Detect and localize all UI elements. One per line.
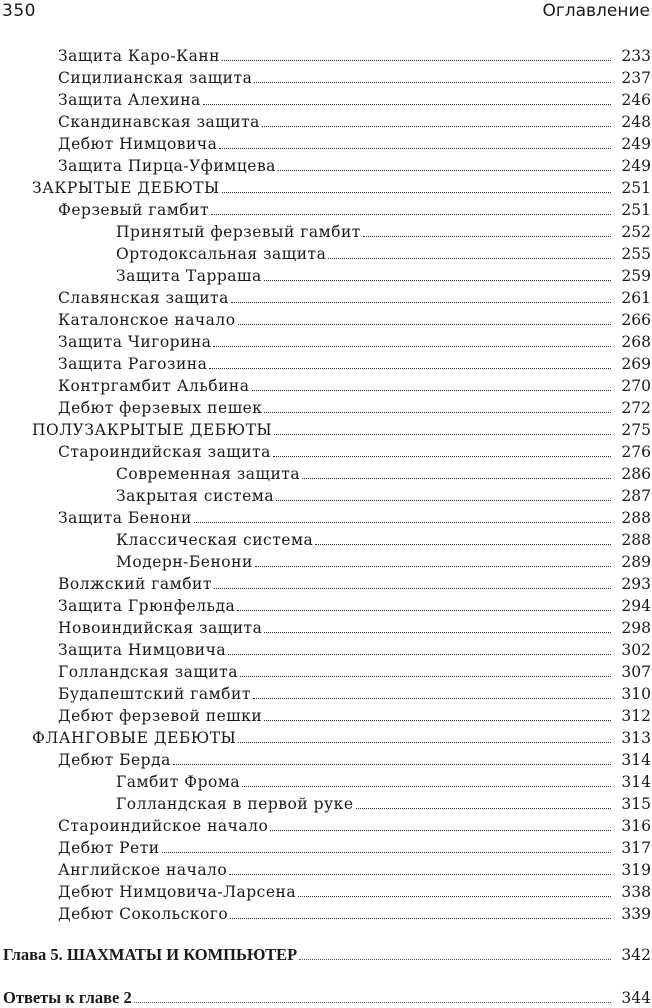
toc-entry-sicilian[interactable] xyxy=(0,66,652,88)
toc-entry-title: Современная защита xyxy=(116,465,301,483)
toc-entry-benoni[interactable] xyxy=(0,506,652,528)
dot-leader xyxy=(238,323,611,325)
dot-leader xyxy=(255,565,611,567)
toc-entry-title: Голландская в первой руке xyxy=(116,795,354,813)
toc-entry-title: Славянская защита xyxy=(58,289,229,307)
toc-entry-page: 252 xyxy=(621,223,651,241)
toc-entry-page: 344 xyxy=(621,989,651,1007)
toc-entry-page: 314 xyxy=(621,751,651,769)
toc-chapter-answers-2[interactable] xyxy=(0,986,652,1008)
toc-entry-budapest-gambit[interactable] xyxy=(0,682,652,704)
toc-entry-title: Защита Чигорина xyxy=(58,333,212,351)
dot-leader xyxy=(238,741,611,743)
page-number: 350 xyxy=(2,1,36,21)
toc-entry-title: Староиндийская защита xyxy=(58,443,271,461)
toc-entry-title: Закрытая система xyxy=(116,487,275,505)
toc-entry-page: 255 xyxy=(621,245,651,263)
toc-entry-page: 270 xyxy=(621,377,651,395)
toc-entry-page: 302 xyxy=(621,641,651,659)
dot-leader xyxy=(254,81,611,83)
toc-entry-page: 310 xyxy=(621,685,651,703)
toc-entry-sokolsky-opening[interactable] xyxy=(0,902,652,924)
toc-entry-scandinavian[interactable] xyxy=(0,110,652,132)
toc-entry-title: Защита Тарраша xyxy=(116,267,262,285)
toc-entry-title: Классическая система xyxy=(116,531,314,549)
toc-entry-page: 293 xyxy=(621,575,651,593)
toc-chapter-title: Глава 5. ШАХМАТЫ И КОМПЬЮТЕР xyxy=(3,945,298,964)
toc-entry-title: Защита Нимцовича xyxy=(58,641,227,659)
toc-entry-slav[interactable] xyxy=(0,286,652,308)
toc-entry-page: 266 xyxy=(621,311,651,329)
dot-leader xyxy=(264,411,611,413)
dot-leader xyxy=(228,653,611,655)
toc-entry-page: 319 xyxy=(621,861,651,879)
toc-entry-title: Дебют ферзевых пешек xyxy=(58,399,263,417)
toc-entry-classical-system[interactable] xyxy=(0,528,652,550)
dot-leader xyxy=(211,213,611,215)
toc-entry-kings-indian-attack[interactable] xyxy=(0,814,652,836)
toc-entry-closed-system[interactable] xyxy=(0,484,652,506)
toc-entry-page: 261 xyxy=(621,289,651,307)
dot-leader xyxy=(363,235,611,237)
toc-entry-title: Сицилианская защита xyxy=(58,69,253,87)
toc-entry-page: 307 xyxy=(621,663,651,681)
toc-entry-modern-defence[interactable] xyxy=(0,462,652,484)
toc-entry-page: 275 xyxy=(621,421,651,439)
dot-leader xyxy=(240,675,611,677)
toc-entry-page: 287 xyxy=(621,487,651,505)
toc-entry-page: 288 xyxy=(621,531,651,549)
toc-entry-page: 251 xyxy=(621,179,651,197)
toc-entry-page: 314 xyxy=(621,773,651,791)
dot-leader xyxy=(242,785,611,787)
toc-entry-page: 316 xyxy=(621,817,651,835)
dot-leader xyxy=(134,1001,611,1003)
toc-entry-page: 313 xyxy=(621,729,651,747)
toc-entry-page: 312 xyxy=(621,707,651,725)
toc-entry-title: Каталонское начало xyxy=(58,311,236,329)
toc-entry-title: Будапештский гамбит xyxy=(58,685,251,703)
toc-entry-tarrasch[interactable] xyxy=(0,264,652,286)
toc-entry-title: Дебют Сокольского xyxy=(58,905,229,923)
toc-entry-page: 251 xyxy=(621,201,651,219)
dot-leader xyxy=(299,958,611,960)
toc-entry-page: 317 xyxy=(621,839,651,857)
toc-entry-title: Дебют Нимцовича-Ларсена xyxy=(58,883,297,901)
toc-entry-bird-opening[interactable] xyxy=(0,748,652,770)
toc-entry-page: 288 xyxy=(621,509,651,527)
toc-entry-page: 286 xyxy=(621,465,651,483)
dot-leader xyxy=(219,147,611,149)
toc-entry-title: Гамбит Фрома xyxy=(116,773,241,791)
dot-leader xyxy=(222,191,611,193)
dot-leader xyxy=(162,851,611,853)
toc-entry-alekhine[interactable] xyxy=(0,88,652,110)
toc-entry-title: Дебют Рети xyxy=(58,839,160,857)
toc-entry-reti-opening[interactable] xyxy=(0,836,652,858)
toc-entry-page: 268 xyxy=(621,333,651,351)
toc-entry-title: Защита Грюнфельда xyxy=(58,597,236,615)
toc-entry-grunfeld[interactable] xyxy=(0,594,652,616)
dot-leader xyxy=(209,367,611,369)
toc-entry-kings-indian[interactable] xyxy=(0,440,652,462)
toc-entry-queens-gambit-accepted[interactable] xyxy=(0,220,652,242)
toc-entry-english-opening[interactable] xyxy=(0,858,652,880)
dot-leader xyxy=(274,433,611,435)
toc-entry-chigorin[interactable] xyxy=(0,330,652,352)
toc-entry-volga-gambit[interactable] xyxy=(0,572,652,594)
toc-entry-dutch-reversed[interactable] xyxy=(0,792,652,814)
toc-entry-nimzo-indian[interactable] xyxy=(0,638,652,660)
toc-entry-queens-indian[interactable] xyxy=(0,616,652,638)
dot-leader xyxy=(276,499,611,501)
toc-entry-title: Волжский гамбит xyxy=(58,575,212,593)
toc-entry-title: Модерн-Бенони xyxy=(116,553,253,571)
toc-entry-modern-benoni[interactable] xyxy=(0,550,652,572)
toc-entry-title: Ортодоксальная защита xyxy=(116,245,327,263)
toc-chapter-5[interactable] xyxy=(0,943,652,965)
toc-entry-page: 298 xyxy=(621,619,651,637)
page-header xyxy=(0,0,652,24)
toc-entry-pirc[interactable] xyxy=(0,154,652,176)
toc-section-closed-openings[interactable] xyxy=(0,176,652,198)
toc-entry-page: 269 xyxy=(621,355,651,373)
toc-entry-catalan[interactable] xyxy=(0,308,652,330)
toc-entry-caro-kann[interactable] xyxy=(0,44,652,66)
toc-entry-page: 249 xyxy=(621,157,651,175)
toc-entry-page: 272 xyxy=(621,399,651,417)
toc-entry-orthodox-defence[interactable] xyxy=(0,242,652,264)
dot-leader xyxy=(328,257,611,259)
toc-entry-title: Защита Каро-Канн xyxy=(58,47,221,65)
dot-leader xyxy=(194,521,611,523)
toc-entry-title: Английское начало xyxy=(58,861,228,879)
dot-leader xyxy=(298,895,611,897)
toc-section-flank-openings[interactable] xyxy=(0,726,652,748)
dot-leader xyxy=(262,125,611,127)
dot-leader xyxy=(173,763,611,765)
dot-leader xyxy=(252,389,612,391)
toc-entry-page: 237 xyxy=(621,69,651,87)
toc-entry-page: 315 xyxy=(621,795,651,813)
toc-entry-from-gambit[interactable] xyxy=(0,770,652,792)
toc-section-semi-closed-openings[interactable] xyxy=(0,418,652,440)
dot-leader xyxy=(230,917,611,919)
dot-leader xyxy=(229,873,611,875)
toc-section-title: ПОЛУЗАКРЫТЫЕ ДЕБЮТЫ xyxy=(32,421,273,439)
dot-leader xyxy=(222,59,611,61)
toc-entry-albin-countergambit[interactable] xyxy=(0,374,652,396)
dot-leader xyxy=(264,631,611,633)
toc-entry-title: Ферзевый гамбит xyxy=(58,201,210,219)
toc-entry-page: 259 xyxy=(621,267,651,285)
dot-leader xyxy=(253,697,611,699)
toc-entry-queens-pawn-game[interactable] xyxy=(0,704,652,726)
toc-entry-page: 246 xyxy=(621,91,651,109)
toc-entry-page: 342 xyxy=(621,946,651,964)
dot-leader xyxy=(264,279,611,281)
toc-entry-ragozin[interactable] xyxy=(0,352,652,374)
toc-entry-page: 248 xyxy=(621,113,651,131)
dot-leader xyxy=(231,301,611,303)
dot-leader xyxy=(214,587,611,589)
toc-entry-dutch[interactable] xyxy=(0,660,652,682)
dot-leader xyxy=(264,719,611,721)
dot-leader xyxy=(237,609,611,611)
table-of-contents xyxy=(0,44,652,1008)
dot-leader xyxy=(315,543,611,545)
toc-entry-queens-pawns-game[interactable] xyxy=(0,396,652,418)
dot-leader xyxy=(213,345,611,347)
toc-entry-title: Дебют Нимцовича xyxy=(58,135,218,153)
toc-entry-page: 276 xyxy=(621,443,651,461)
toc-entry-title: Принятый ферзевый гамбит xyxy=(116,223,361,241)
toc-entry-title: Защита Пирца-Уфимцева xyxy=(58,157,276,175)
toc-entry-title: Новоиндийская защита xyxy=(58,619,263,637)
toc-entry-title: Скандинавская защита xyxy=(58,113,260,131)
dot-leader xyxy=(273,455,611,457)
dot-leader xyxy=(270,829,611,831)
toc-entry-queens-gambit[interactable] xyxy=(0,198,652,220)
dot-leader xyxy=(203,103,611,105)
toc-entry-title: Контргамбит Альбина xyxy=(58,377,250,395)
toc-entry-page: 249 xyxy=(621,135,651,153)
toc-entry-page: 338 xyxy=(621,883,651,901)
toc-entry-title: Староиндийское начало xyxy=(58,817,269,835)
dot-leader xyxy=(278,169,611,171)
dot-leader xyxy=(356,807,611,809)
toc-section-title: ФЛАНГОВЫЕ ДЕБЮТЫ xyxy=(32,729,237,747)
toc-entry-title: Защита Алехина xyxy=(58,91,201,109)
toc-entry-page: 289 xyxy=(621,553,651,571)
toc-entry-page: 339 xyxy=(621,905,651,923)
toc-entry-page: 233 xyxy=(621,47,651,65)
toc-entry-nimzowitsch-defence[interactable] xyxy=(0,132,652,154)
toc-entry-title: Защита Рагозина xyxy=(58,355,208,373)
toc-entry-nimzowitsch-larsen[interactable] xyxy=(0,880,652,902)
toc-entry-title: Защита Бенони xyxy=(58,509,192,527)
toc-section-title: ЗАКРЫТЫЕ ДЕБЮТЫ xyxy=(32,179,220,197)
toc-chapter-title: Ответы к главе 2 xyxy=(3,988,132,1007)
dot-leader xyxy=(302,477,611,479)
toc-entry-title: Дебют Берда xyxy=(58,751,171,769)
toc-entry-page: 294 xyxy=(621,597,651,615)
toc-entry-title: Голландская защита xyxy=(58,663,238,681)
running-title: Оглавление xyxy=(542,1,650,21)
toc-entry-title: Дебют ферзевой пешки xyxy=(58,707,263,725)
